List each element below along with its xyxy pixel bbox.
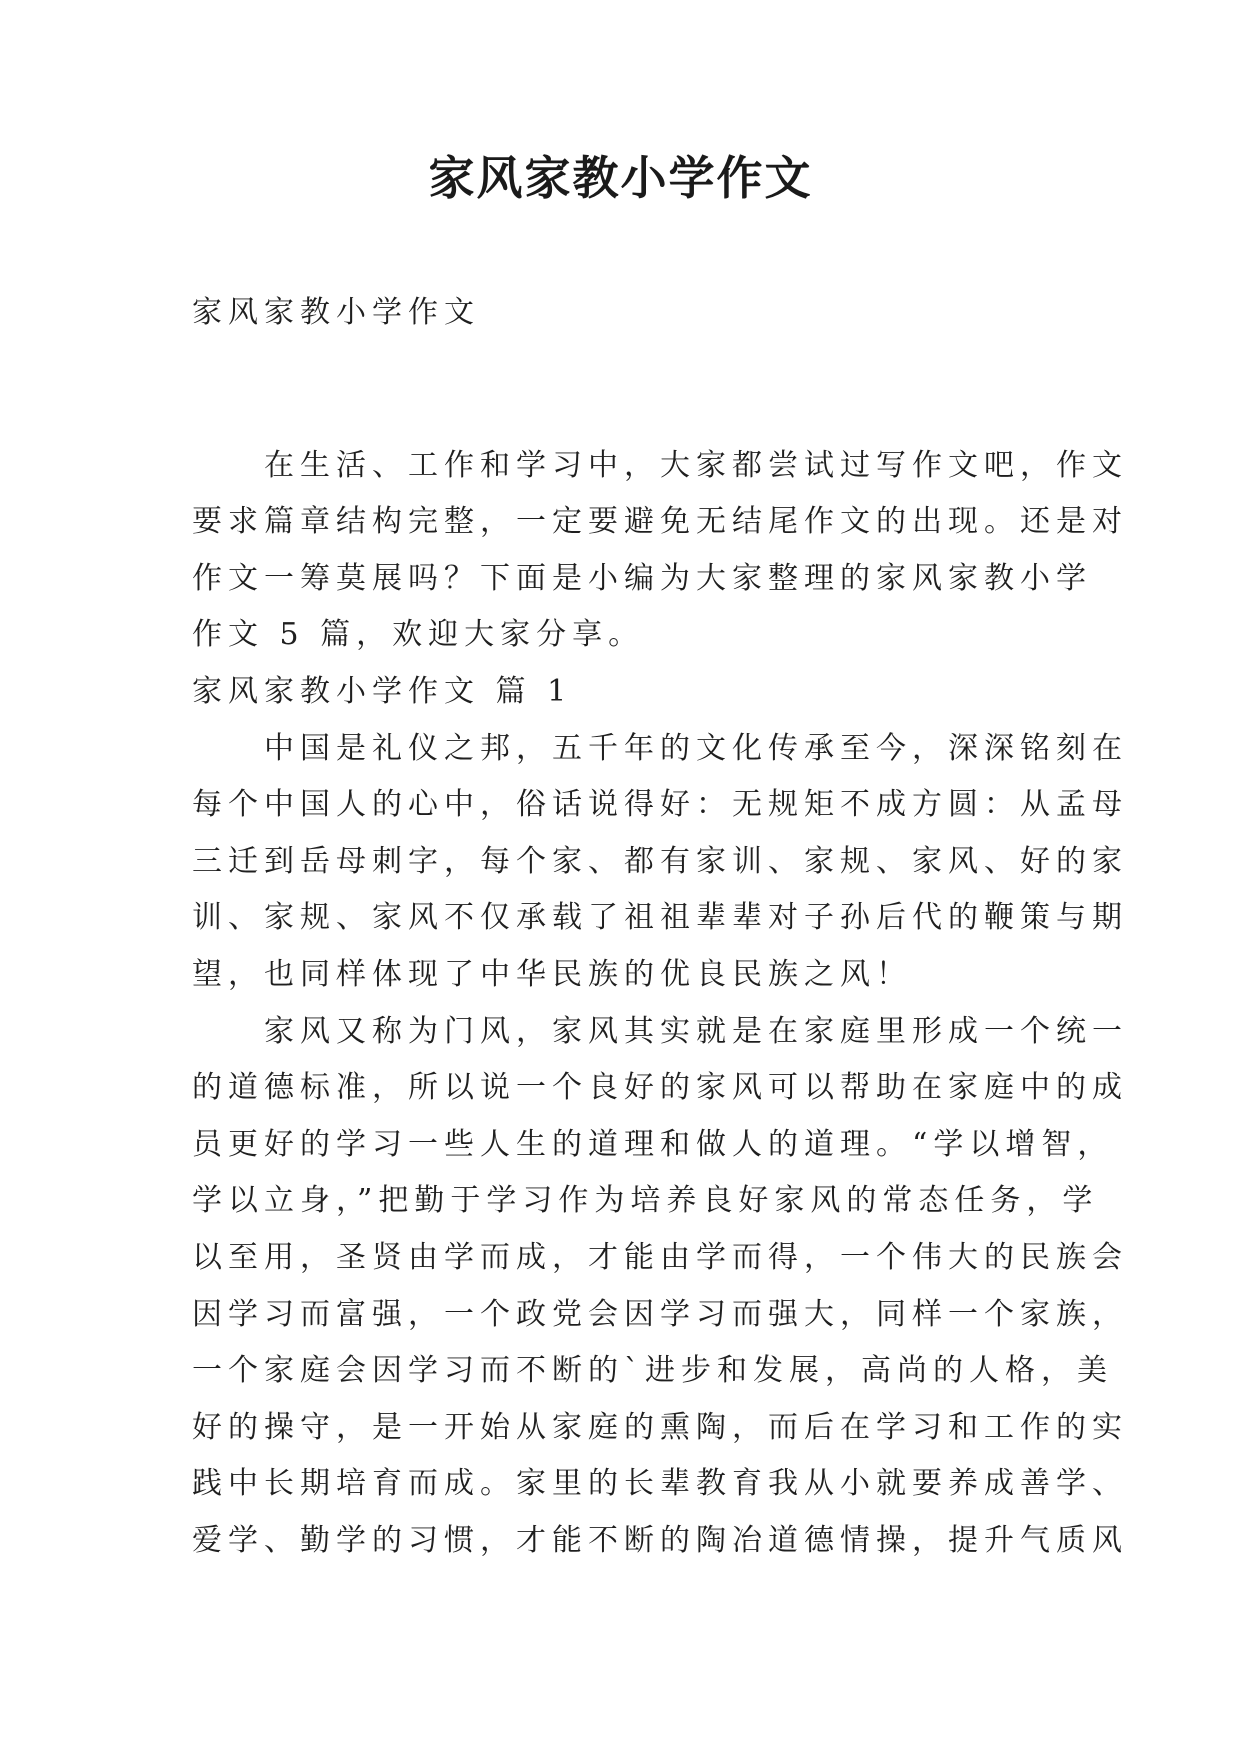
paragraph-line: 三迁到岳母刺字，每个家、都有家训、家规、家风、好的家 xyxy=(192,843,1128,879)
blank-spacer xyxy=(192,342,1067,438)
document-body xyxy=(192,285,1128,1569)
paragraph-line: 员更好的学习一些人生的道理和做人的道理。“学以增智， xyxy=(192,1126,1114,1162)
paragraph-1 xyxy=(192,721,1128,1004)
intro-line: 作文一筹莫展吗？下面是小编为大家整理的家风家教小学 xyxy=(192,560,1092,596)
intro-line: 在生活、工作和学习中，大家都尝试过写作文吧，作文 xyxy=(264,447,1128,483)
paragraph-line: 践中长期培育而成。家里的长辈教育我从小就要养成善学、 xyxy=(192,1466,1128,1502)
intro-line: 要求篇章结构完整，一定要避免无结尾作文的出现。还是对 xyxy=(192,504,1128,540)
paragraph-line: 训、家规、家风不仅承载了祖祖辈辈对子孙后代的鞭策与期 xyxy=(192,900,1128,936)
intro-paragraph xyxy=(192,438,1128,664)
paragraph-line: 爱学、勤学的习惯，才能不断的陶冶道德情操，提升气质风 xyxy=(192,1522,1128,1558)
paragraph-line: 望，也同样体现了中华民族的优良民族之风！ xyxy=(192,956,912,992)
paragraph-line: 学以立身，”把勤于学习作为培养良好家风的常态任务，学 xyxy=(192,1183,1099,1219)
paragraph-line: 家风又称为门风，家风其实就是在家庭里形成一个统一 xyxy=(264,1013,1128,1049)
paragraph-2 xyxy=(192,1004,1128,1570)
intro-line: 作文 5 篇，欢迎大家分享。 xyxy=(192,617,645,653)
paragraph-line: 因学习而富强，一个政党会因学习而强大，同样一个家族， xyxy=(192,1296,1128,1332)
paragraph-line: 每个中国人的心中，俗话说得好：无规矩不成方圆：从孟母 xyxy=(192,787,1128,823)
paragraph-line: 的道德标准，所以说一个良好的家风可以帮助在家庭中的成 xyxy=(192,1070,1128,1106)
paragraph-line: 以至用，圣贤由学而成，才能由学而得，一个伟大的民族会 xyxy=(192,1239,1128,1275)
paragraph-line: 一个家庭会因学习而不断的`进步和发展，高尚的人格，美 xyxy=(192,1353,1113,1389)
document-title: 家风家教小学作文 xyxy=(428,151,813,205)
section-heading: 家风家教小学作文 篇 1 xyxy=(192,673,573,709)
paragraph-line: 中国是礼仪之邦，五千年的文化传承至今，深深铭刻在 xyxy=(264,730,1128,766)
document-subtitle: 家风家教小学作文 xyxy=(192,295,480,330)
paragraph-line: 好的操守，是一开始从家庭的熏陶，而后在学习和工作的实 xyxy=(192,1409,1128,1445)
